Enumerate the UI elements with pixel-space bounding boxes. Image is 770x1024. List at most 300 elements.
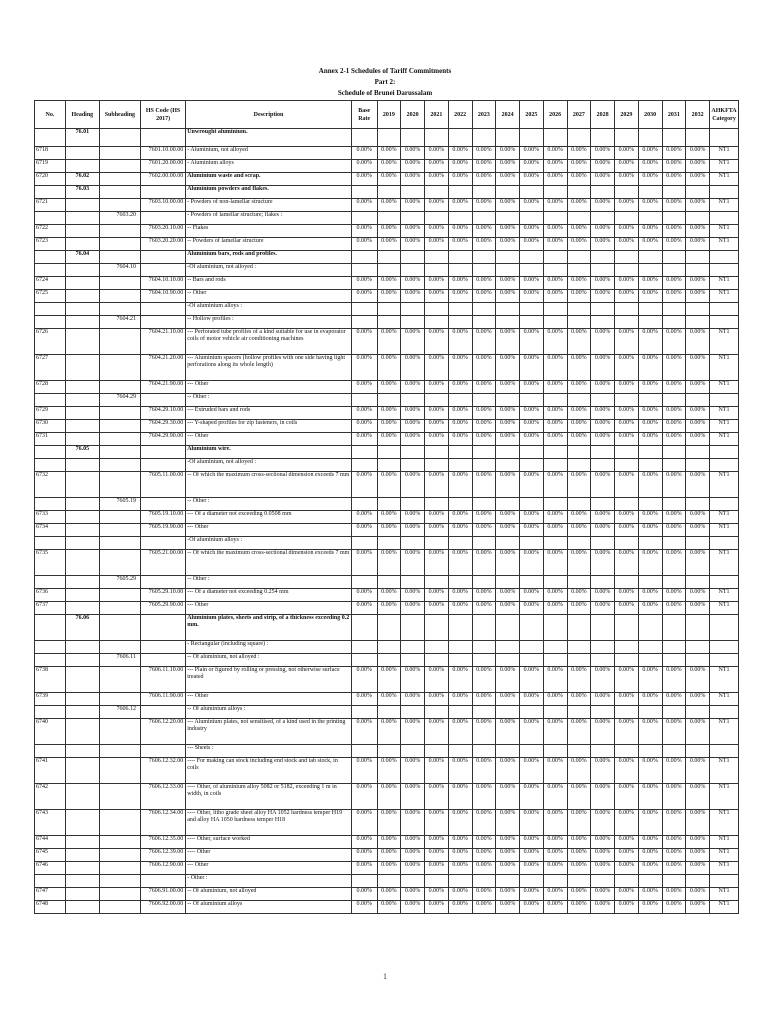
row-rate-cell — [662, 129, 686, 147]
row-rate-cell: 0.00% — [591, 849, 615, 862]
row-rate-cell — [472, 251, 496, 264]
row-number: 6728 — [35, 381, 66, 394]
row-rate-cell: 0.00% — [377, 901, 401, 914]
row-heading — [65, 602, 99, 615]
header-year: 2025 — [520, 101, 544, 129]
row-rate-cell: 0.00% — [472, 810, 496, 836]
row-rate-cell: 0.00% — [425, 719, 449, 745]
row-subheading — [99, 472, 140, 498]
row-rate-cell — [472, 446, 496, 459]
row-rate-cell: 0.00% — [567, 888, 591, 901]
row-rate-cell: 0.00% — [567, 472, 591, 498]
row-rate-cell — [543, 459, 567, 472]
row-rate-cell: 0.00% — [567, 667, 591, 693]
row-rate-cell: 0.00% — [591, 550, 615, 576]
row-rate-cell — [496, 394, 520, 407]
row-rate-cell: 0.00% — [567, 862, 591, 875]
row-subheading — [99, 329, 140, 355]
row-rate-cell — [686, 615, 710, 641]
row-hscode — [140, 212, 185, 225]
row-rate-cell — [472, 303, 496, 316]
row-rate-cell: 0.00% — [472, 225, 496, 238]
row-description: Aluminium waste and scrap. — [186, 173, 352, 186]
row-category — [710, 212, 739, 225]
row-rate-cell: 0.00% — [615, 862, 639, 875]
row-hscode — [140, 641, 185, 654]
row-rate-cell — [615, 212, 639, 225]
row-rate-cell — [567, 264, 591, 277]
row-rate-cell: 0.00% — [662, 381, 686, 394]
row-rate-cell: 0.00% — [496, 719, 520, 745]
row-rate-cell: 0.00% — [377, 862, 401, 875]
row-rate-cell: 0.00% — [520, 433, 544, 446]
header-year: 2021 — [425, 101, 449, 129]
row-description: --- Aluminium plates, not sensitised, of a kind used in the printing industry — [186, 719, 352, 745]
row-hscode: 7603.20.10.00 — [140, 225, 185, 238]
row-number: 6744 — [35, 836, 66, 849]
row-rate-cell: 0.00% — [377, 524, 401, 537]
row-rate-cell — [520, 251, 544, 264]
row-rate-cell — [377, 212, 401, 225]
row-description: --- Other — [186, 862, 352, 875]
row-rate-cell: 0.00% — [472, 173, 496, 186]
row-hscode — [140, 264, 185, 277]
row-rate-cell: 0.00% — [472, 329, 496, 355]
row-rate-cell — [615, 446, 639, 459]
header-category: AHKFTA Category — [710, 101, 739, 129]
row-number: 6736 — [35, 589, 66, 602]
row-hscode: 7605.21.00.00 — [140, 550, 185, 576]
table-row — [35, 836, 739, 849]
row-rate-cell — [686, 446, 710, 459]
row-rate-cell: 0.00% — [448, 238, 472, 251]
row-rate-cell: 0.00% — [377, 836, 401, 849]
row-rate-cell: 0.00% — [472, 355, 496, 381]
row-rate-cell: 0.00% — [543, 810, 567, 836]
row-subheading — [99, 407, 140, 420]
row-heading — [65, 238, 99, 251]
row-heading — [65, 745, 99, 758]
row-base-rate — [351, 615, 377, 641]
row-base-rate: 0.00% — [351, 173, 377, 186]
row-subheading — [99, 862, 140, 875]
row-rate-cell: 0.00% — [615, 472, 639, 498]
header-year: 2027 — [567, 101, 591, 129]
row-rate-cell: 0.00% — [520, 407, 544, 420]
row-hscode: 7605.29.10.00 — [140, 589, 185, 602]
row-hscode — [140, 186, 185, 199]
row-hscode: 7605.11.00.00 — [140, 472, 185, 498]
row-base-rate: 0.00% — [351, 472, 377, 498]
row-rate-cell — [401, 251, 425, 264]
row-base-rate: 0.00% — [351, 329, 377, 355]
row-heading: 76.03 — [65, 186, 99, 199]
row-rate-cell: 0.00% — [615, 433, 639, 446]
row-rate-cell — [520, 212, 544, 225]
table-row — [35, 810, 739, 836]
row-rate-cell — [520, 706, 544, 719]
row-hscode — [140, 576, 185, 589]
header-year: 2026 — [543, 101, 567, 129]
row-category: NT1 — [710, 407, 739, 420]
row-number: 6739 — [35, 693, 66, 706]
row-rate-cell — [591, 264, 615, 277]
row-rate-cell: 0.00% — [377, 420, 401, 433]
row-rate-cell: 0.00% — [425, 602, 449, 615]
schedule-title: Schedule of Brunei Darussalam — [337, 89, 433, 97]
row-rate-cell — [401, 186, 425, 199]
row-rate-cell: 0.00% — [377, 238, 401, 251]
row-rate-cell: 0.00% — [638, 719, 662, 745]
row-rate-cell — [448, 212, 472, 225]
row-rate-cell: 0.00% — [638, 407, 662, 420]
table-row — [35, 420, 739, 433]
row-rate-cell: 0.00% — [377, 225, 401, 238]
row-base-rate — [351, 446, 377, 459]
row-rate-cell — [496, 641, 520, 654]
table-row — [35, 849, 739, 862]
row-rate-cell: 0.00% — [686, 524, 710, 537]
row-category: NT1 — [710, 381, 739, 394]
row-hscode — [140, 316, 185, 329]
row-rate-cell: 0.00% — [567, 420, 591, 433]
row-description: -- Bars and rods — [186, 277, 352, 290]
row-rate-cell: 0.00% — [377, 693, 401, 706]
row-base-rate: 0.00% — [351, 550, 377, 576]
row-rate-cell — [401, 316, 425, 329]
row-rate-cell: 0.00% — [686, 784, 710, 810]
row-number: 6742 — [35, 784, 66, 810]
row-rate-cell — [662, 576, 686, 589]
row-rate-cell — [448, 654, 472, 667]
row-rate-cell — [448, 303, 472, 316]
row-rate-cell: 0.00% — [496, 511, 520, 524]
row-number — [35, 537, 66, 550]
row-heading — [65, 316, 99, 329]
row-rate-cell: 0.00% — [543, 225, 567, 238]
row-rate-cell — [662, 459, 686, 472]
row-category: NT1 — [710, 667, 739, 693]
row-rate-cell — [543, 615, 567, 641]
table-row — [35, 901, 739, 914]
row-rate-cell: 0.00% — [496, 602, 520, 615]
row-description: ---- Other, litho grade sheet alloy HA 1052 hardness temper H19 and alloy HA 1050 hardness temper H18 — [186, 810, 352, 836]
table-row — [35, 511, 739, 524]
row-rate-cell — [496, 129, 520, 147]
row-rate-cell: 0.00% — [662, 836, 686, 849]
row-rate-cell: 0.00% — [425, 784, 449, 810]
row-heading — [65, 901, 99, 914]
row-rate-cell: 0.00% — [686, 810, 710, 836]
row-rate-cell: 0.00% — [472, 199, 496, 212]
row-subheading — [99, 173, 140, 186]
row-rate-cell — [425, 303, 449, 316]
row-rate-cell: 0.00% — [591, 589, 615, 602]
row-rate-cell — [520, 875, 544, 888]
row-rate-cell — [496, 706, 520, 719]
row-heading — [65, 472, 99, 498]
row-rate-cell — [543, 537, 567, 550]
row-rate-cell: 0.00% — [591, 667, 615, 693]
table-row — [35, 394, 739, 407]
row-rate-cell: 0.00% — [401, 550, 425, 576]
row-rate-cell: 0.00% — [401, 602, 425, 615]
row-number: 6730 — [35, 420, 66, 433]
table-row — [35, 316, 739, 329]
row-base-rate — [351, 212, 377, 225]
row-rate-cell: 0.00% — [425, 550, 449, 576]
row-subheading — [99, 693, 140, 706]
row-rate-cell: 0.00% — [686, 862, 710, 875]
row-rate-cell: 0.00% — [567, 407, 591, 420]
row-rate-cell: 0.00% — [591, 862, 615, 875]
row-rate-cell: 0.00% — [567, 784, 591, 810]
row-rate-cell — [662, 615, 686, 641]
row-rate-cell: 0.00% — [448, 589, 472, 602]
row-rate-cell: 0.00% — [401, 693, 425, 706]
row-hscode: 7605.19.10.00 — [140, 511, 185, 524]
row-rate-cell: 0.00% — [638, 147, 662, 160]
row-rate-cell — [472, 745, 496, 758]
row-rate-cell — [448, 446, 472, 459]
row-rate-cell: 0.00% — [377, 290, 401, 303]
row-rate-cell: 0.00% — [638, 524, 662, 537]
row-rate-cell — [377, 251, 401, 264]
row-rate-cell: 0.00% — [638, 277, 662, 290]
row-subheading — [99, 875, 140, 888]
row-rate-cell — [377, 706, 401, 719]
row-number: 6748 — [35, 901, 66, 914]
row-rate-cell — [425, 186, 449, 199]
row-rate-cell — [520, 745, 544, 758]
row-rate-cell: 0.00% — [543, 667, 567, 693]
row-rate-cell: 0.00% — [567, 719, 591, 745]
row-description: ---- Other, surface worked — [186, 836, 352, 849]
row-rate-cell: 0.00% — [496, 381, 520, 394]
row-rate-cell: 0.00% — [615, 381, 639, 394]
header-year: 2020 — [401, 101, 425, 129]
row-rate-cell: 0.00% — [686, 238, 710, 251]
row-rate-cell: 0.00% — [377, 550, 401, 576]
row-rate-cell: 0.00% — [496, 355, 520, 381]
header-year: 2024 — [496, 101, 520, 129]
row-heading — [65, 355, 99, 381]
row-number: 6721 — [35, 199, 66, 212]
row-description: ---- Other, of aluminium alloy 5082 or 5182, exceeding 1 m in width, in coils — [186, 784, 352, 810]
row-description: -- Flakes — [186, 225, 352, 238]
row-rate-cell — [472, 459, 496, 472]
row-rate-cell: 0.00% — [567, 147, 591, 160]
row-rate-cell: 0.00% — [543, 901, 567, 914]
row-rate-cell: 0.00% — [591, 758, 615, 784]
row-rate-cell — [496, 251, 520, 264]
row-rate-cell — [662, 654, 686, 667]
row-rate-cell — [448, 641, 472, 654]
header-description: Description — [186, 101, 352, 129]
row-rate-cell — [543, 264, 567, 277]
row-subheading — [99, 225, 140, 238]
row-description: --- Other — [186, 433, 352, 446]
row-rate-cell: 0.00% — [662, 290, 686, 303]
row-rate-cell — [472, 641, 496, 654]
row-rate-cell: 0.00% — [377, 381, 401, 394]
row-subheading — [99, 511, 140, 524]
row-heading — [65, 849, 99, 862]
row-rate-cell: 0.00% — [686, 225, 710, 238]
row-subheading — [99, 433, 140, 446]
row-rate-cell: 0.00% — [567, 277, 591, 290]
table-row — [35, 875, 739, 888]
row-rate-cell: 0.00% — [615, 420, 639, 433]
row-description: - Powders of non-lamellar structure — [186, 199, 352, 212]
row-rate-cell — [543, 186, 567, 199]
row-rate-cell: 0.00% — [425, 329, 449, 355]
row-rate-cell: 0.00% — [638, 433, 662, 446]
row-base-rate: 0.00% — [351, 849, 377, 862]
row-rate-cell: 0.00% — [425, 589, 449, 602]
row-category — [710, 537, 739, 550]
row-category: NT1 — [710, 160, 739, 173]
row-rate-cell — [496, 459, 520, 472]
row-hscode: 7604.21.20.00 — [140, 355, 185, 381]
row-rate-cell: 0.00% — [472, 550, 496, 576]
row-base-rate: 0.00% — [351, 290, 377, 303]
row-heading: 76.04 — [65, 251, 99, 264]
row-rate-cell — [472, 129, 496, 147]
row-rate-cell — [425, 537, 449, 550]
row-heading: 76.01 — [65, 129, 99, 147]
row-hscode — [140, 303, 185, 316]
row-rate-cell — [401, 129, 425, 147]
row-rate-cell: 0.00% — [425, 849, 449, 862]
row-rate-cell — [401, 615, 425, 641]
table-row — [35, 290, 739, 303]
row-description: -- Powders of lamellar structure — [186, 238, 352, 251]
row-subheading: 7603.20 — [99, 212, 140, 225]
row-rate-cell: 0.00% — [448, 693, 472, 706]
row-rate-cell: 0.00% — [567, 225, 591, 238]
row-heading — [65, 433, 99, 446]
row-rate-cell — [591, 186, 615, 199]
row-rate-cell: 0.00% — [638, 511, 662, 524]
row-description: --- Other — [186, 602, 352, 615]
row-rate-cell: 0.00% — [448, 667, 472, 693]
row-rate-cell: 0.00% — [591, 147, 615, 160]
row-rate-cell — [520, 641, 544, 654]
row-rate-cell: 0.00% — [615, 147, 639, 160]
row-rate-cell — [662, 264, 686, 277]
row-rate-cell: 0.00% — [520, 381, 544, 394]
row-rate-cell — [638, 186, 662, 199]
row-rate-cell — [377, 303, 401, 316]
row-rate-cell: 0.00% — [496, 901, 520, 914]
row-rate-cell — [591, 303, 615, 316]
row-rate-cell — [377, 537, 401, 550]
row-base-rate — [351, 459, 377, 472]
row-rate-cell: 0.00% — [567, 849, 591, 862]
table-row — [35, 238, 739, 251]
row-number: 6725 — [35, 290, 66, 303]
row-heading — [65, 303, 99, 316]
row-base-rate: 0.00% — [351, 407, 377, 420]
row-rate-cell: 0.00% — [520, 355, 544, 381]
row-rate-cell — [377, 446, 401, 459]
row-rate-cell: 0.00% — [615, 225, 639, 238]
row-rate-cell — [591, 537, 615, 550]
row-rate-cell: 0.00% — [401, 810, 425, 836]
row-rate-cell: 0.00% — [543, 758, 567, 784]
row-rate-cell: 0.00% — [543, 355, 567, 381]
row-rate-cell: 0.00% — [448, 602, 472, 615]
row-rate-cell: 0.00% — [448, 836, 472, 849]
row-base-rate: 0.00% — [351, 277, 377, 290]
row-rate-cell — [567, 459, 591, 472]
header-year: 2029 — [615, 101, 639, 129]
row-rate-cell — [615, 706, 639, 719]
row-rate-cell: 0.00% — [638, 849, 662, 862]
row-rate-cell: 0.00% — [377, 329, 401, 355]
row-rate-cell — [496, 303, 520, 316]
row-rate-cell — [591, 459, 615, 472]
row-rate-cell — [638, 303, 662, 316]
row-rate-cell: 0.00% — [496, 433, 520, 446]
row-heading — [65, 381, 99, 394]
header-subheading: Subheading — [99, 101, 140, 129]
row-category — [710, 129, 739, 147]
row-rate-cell — [591, 706, 615, 719]
row-category: NT1 — [710, 329, 739, 355]
row-rate-cell: 0.00% — [662, 277, 686, 290]
row-number: 6729 — [35, 407, 66, 420]
table-row — [35, 667, 739, 693]
row-rate-cell — [567, 186, 591, 199]
row-rate-cell — [543, 394, 567, 407]
row-hscode: 7604.29.10.00 — [140, 407, 185, 420]
row-rate-cell: 0.00% — [543, 420, 567, 433]
row-rate-cell — [425, 654, 449, 667]
row-rate-cell — [543, 706, 567, 719]
row-rate-cell: 0.00% — [638, 888, 662, 901]
row-rate-cell — [377, 641, 401, 654]
row-category: NT1 — [710, 225, 739, 238]
row-rate-cell — [567, 394, 591, 407]
row-rate-cell: 0.00% — [496, 550, 520, 576]
header-no: No. — [35, 101, 66, 129]
row-number — [35, 641, 66, 654]
row-heading — [65, 810, 99, 836]
row-rate-cell: 0.00% — [425, 199, 449, 212]
row-subheading — [99, 719, 140, 745]
row-subheading: 7605.19 — [99, 498, 140, 511]
row-rate-cell — [543, 251, 567, 264]
table-row — [35, 784, 739, 810]
row-rate-cell: 0.00% — [615, 511, 639, 524]
row-rate-cell — [638, 745, 662, 758]
row-rate-cell: 0.00% — [472, 147, 496, 160]
row-category: NT1 — [710, 602, 739, 615]
row-description: Aluminium plates, sheets and strip, of a thickness exceeding 0.2 mm. — [186, 615, 352, 641]
row-number: 6718 — [35, 147, 66, 160]
row-base-rate: 0.00% — [351, 225, 377, 238]
row-rate-cell: 0.00% — [448, 810, 472, 836]
row-rate-cell: 0.00% — [448, 329, 472, 355]
row-heading — [65, 706, 99, 719]
row-rate-cell: 0.00% — [662, 160, 686, 173]
row-subheading — [99, 199, 140, 212]
row-rate-cell — [401, 706, 425, 719]
row-rate-cell: 0.00% — [615, 784, 639, 810]
row-description: Aluminium powders and flakes. — [186, 186, 352, 199]
